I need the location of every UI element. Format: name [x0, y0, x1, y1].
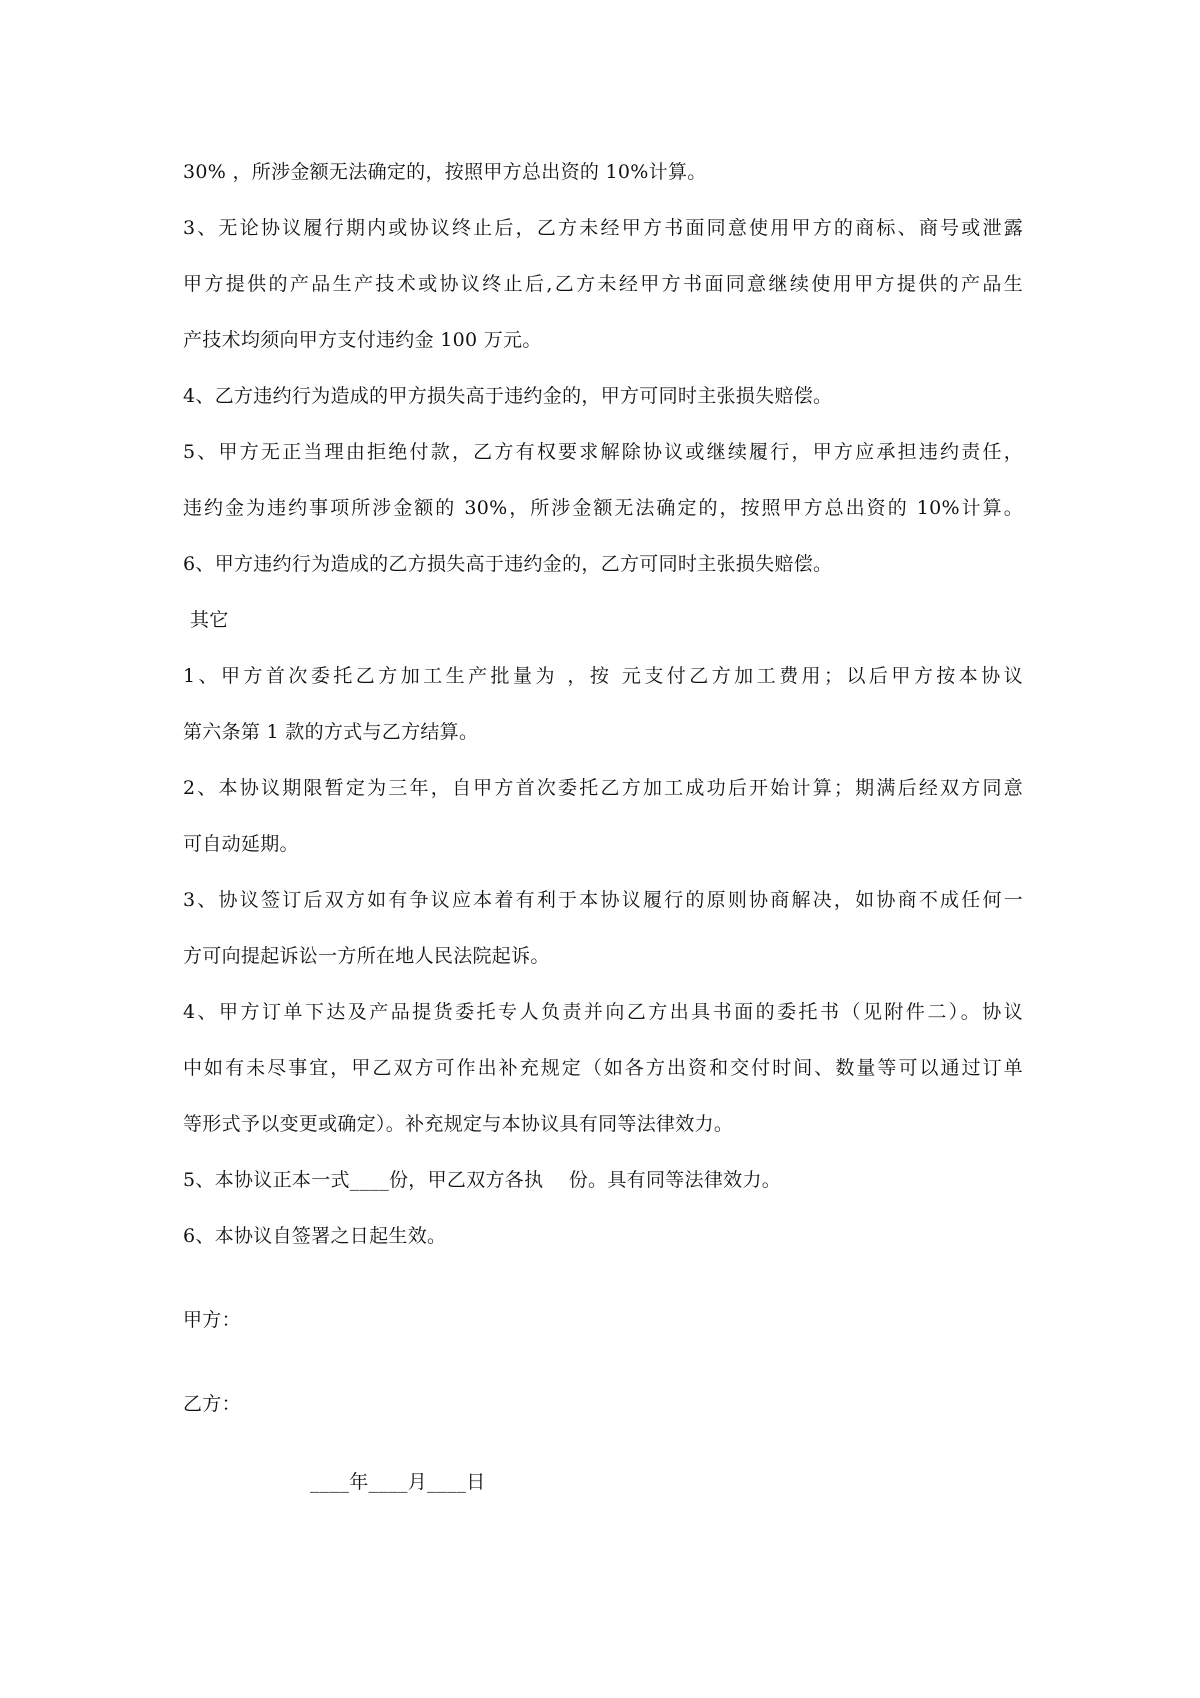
text-line: 3、协议签订后双方如有争议应本着有利于本协议履行的原则协商解决，如协商不成任何一: [183, 889, 1023, 911]
party-b-signature-label: 乙方：: [183, 1393, 241, 1415]
text-line: 6、甲方违约行为造成的乙方损失高于违约金的，乙方可同时主张损失赔偿。: [183, 553, 833, 575]
text-line: 产技术均须向甲方支付违约金 100 万元。: [183, 329, 542, 351]
text-line: 5、本协议正本一式____份，甲乙双方各执 份。具有同等法律效力。: [183, 1169, 782, 1191]
text-line: 2、本协议期限暂定为三年，自甲方首次委托乙方加工成功后开始计算；期满后经双方同意: [183, 777, 1023, 799]
text-line: 4、乙方违约行为造成的甲方损失高于违约金的，甲方可同时主张损失赔偿。: [183, 385, 833, 407]
text-line: 中如有未尽事宜，甲乙双方可作出补充规定（如各方出资和交付时间、数量等可以通过订单: [183, 1057, 1023, 1079]
text-line: 5、甲方无正当理由拒绝付款，乙方有权要求解除协议或继续履行，甲方应承担违约责任，: [183, 441, 1023, 463]
text-line: 方可向提起诉讼一方所在地人民法院起诉。: [183, 945, 550, 967]
text-line: 第六条第 1 款的方式与乙方结算。: [183, 721, 479, 743]
text-line: 4、甲方订单下达及产品提货委托专人负责并向乙方出具书面的委托书（见附件二）。协议: [183, 1001, 1023, 1023]
text-line: 3、无论协议履行期内或协议终止后，乙方未经甲方书面同意使用甲方的商标、商号或泄露: [183, 217, 1023, 239]
text-line: 30% ，所涉金额无法确定的，按照甲方总出资的 10%计算。: [183, 161, 707, 183]
signing-date-line: ____年____月____日: [310, 1471, 486, 1493]
section-heading: 其它: [190, 609, 229, 631]
text-line: 可自动延期。: [183, 833, 299, 855]
text-line: 1、甲方首次委托乙方加工生产批量为 ，按 元支付乙方加工费用；以后甲方按本协议: [183, 665, 1023, 687]
text-line: 等形式予以变更或确定）。补充规定与本协议具有同等法律效力。: [183, 1113, 734, 1135]
text-line: 甲方提供的产品生产技术或协议终止后,乙方未经甲方书面同意继续使用甲方提供的产品生: [183, 273, 1023, 295]
party-a-signature-label: 甲方：: [183, 1309, 241, 1331]
text-line: 违约金为违约事项所涉金额的 30%，所涉金额无法确定的，按照甲方总出资的 10%计算。: [183, 497, 1023, 519]
text-line: 6、本协议自签署之日起生效。: [183, 1225, 447, 1247]
